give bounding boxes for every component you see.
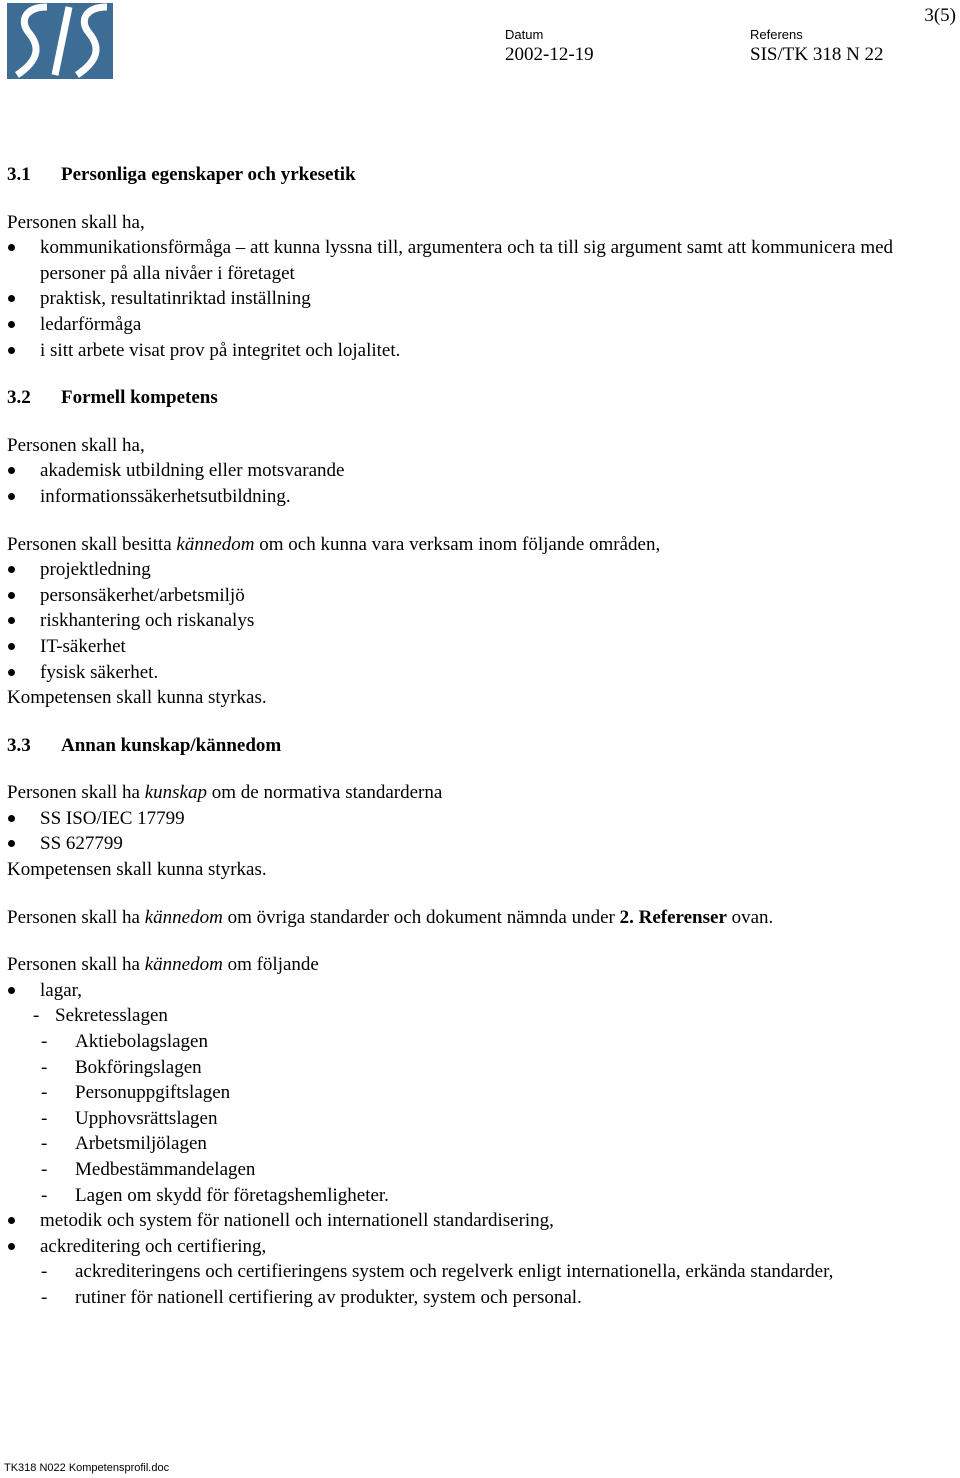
closing-text: Kompetensen skall kunna styrkas. <box>7 859 267 881</box>
list-item: kommunikationsförmåga – att kunna lyssna till, argumentera och ta till sig argument samt att kommunicera med personer på alla nivåer i företaget <box>7 235 952 286</box>
law-item: - Medbestämmandelagen <box>7 1157 952 1183</box>
list-item: metodik och system för nationell och internationell standardisering, <box>7 1208 952 1234</box>
section-heading-3-3: 3.3 Annan kunskap/kännedom <box>7 734 282 756</box>
list-item: SS ISO/IEC 17799 <box>7 806 952 832</box>
list-item: IT-säkerhet <box>7 634 952 660</box>
reference-value: SIS/TK 318 N 22 <box>750 44 884 65</box>
list-item: ackreditering och certifiering, - ackrediteringens och certifieringens system och regelverk enligt internationella, erkända standarder, - rutiner för nationell certifiering av produkter, system och personal. <box>7 1234 952 1311</box>
trait-list <box>7 235 952 363</box>
knowledge-intro: Personen skall besitta kännedom om och kunna vara verksam inom följande områden, <box>7 533 661 555</box>
list-item: personsäkerhet/arbetsmiljö <box>7 583 952 609</box>
law-item: - Sekretesslagen <box>7 1003 952 1029</box>
date-label: Datum <box>505 27 544 42</box>
list-item: SS 627799 <box>7 831 952 857</box>
law-item: - Personuppgiftslagen <box>7 1080 952 1106</box>
law-item: - Bokföringslagen <box>7 1055 952 1081</box>
accreditation-list <box>40 1259 952 1310</box>
laws-list <box>40 1003 952 1208</box>
section-heading-3-1: 3.1 Personliga egenskaper och yrkesetik <box>7 164 356 185</box>
list-item: i sitt arbete visat prov på integritet och lojalitet. <box>7 338 952 364</box>
law-item: - Aktiebolagslagen <box>7 1029 952 1055</box>
section-intro: Personen skall ha, <box>7 211 145 233</box>
date-value: 2002-12-19 <box>505 44 594 65</box>
law-item: - Upphovsrättslagen <box>7 1106 952 1132</box>
list-item: fysisk säkerhet. <box>7 660 952 686</box>
page-number: 3(5) <box>924 5 956 26</box>
standards-intro: Personen skall ha kunskap om de normativa standarderna <box>7 782 443 804</box>
list-item: informationssäkerhetsutbildning. <box>7 484 952 510</box>
law-item: - Arbetsmiljölagen <box>7 1131 952 1157</box>
document-body <box>7 162 952 1311</box>
section-heading-3-2: 3.2 Formell kompetens <box>7 387 218 409</box>
standards-list <box>7 806 952 857</box>
list-item: projektledning <box>7 557 952 583</box>
section-intro: Personen skall ha, <box>7 434 145 456</box>
knowledge-list <box>7 978 952 1311</box>
accreditation-item: - ackrediteringens och certifieringens system och regelverk enligt internationella, erkända standarder, <box>7 1259 952 1285</box>
list-item: lagar, - Sekretesslagen - Aktiebolagslagen - Bokföringslagen - Personuppgiftslagen - Upphovsrättslagen - Arbetsmiljölagen - Medbestämmandelagen - Lagen om skydd för företagshemligheter. <box>7 978 952 1208</box>
education-list <box>7 458 952 509</box>
list-item: praktisk, resultatinriktad inställning <box>7 286 952 312</box>
list-item: akademisk utbildning eller motsvarande <box>7 458 952 484</box>
list-item: riskhantering och riskanalys <box>7 608 952 634</box>
reference-label: Referens <box>750 27 803 42</box>
other-standards-text: Personen skall ha kännedom om övriga standarder och dokument nämnda under 2. Referenser ovan. <box>7 906 774 928</box>
following-intro: Personen skall ha kännedom om följande <box>7 954 319 976</box>
law-item: - Lagen om skydd för företagshemligheter. <box>7 1183 952 1209</box>
footer-filename: TK318 N022 Kompetensprofil.doc <box>4 1462 170 1474</box>
closing-text: Kompetensen skall kunna styrkas. <box>7 687 267 709</box>
accreditation-item: - rutiner för nationell certifiering av produkter, system och personal. <box>7 1285 952 1311</box>
sis-logo <box>7 3 113 79</box>
areas-list <box>7 557 952 685</box>
list-item: ledarförmåga <box>7 312 952 338</box>
